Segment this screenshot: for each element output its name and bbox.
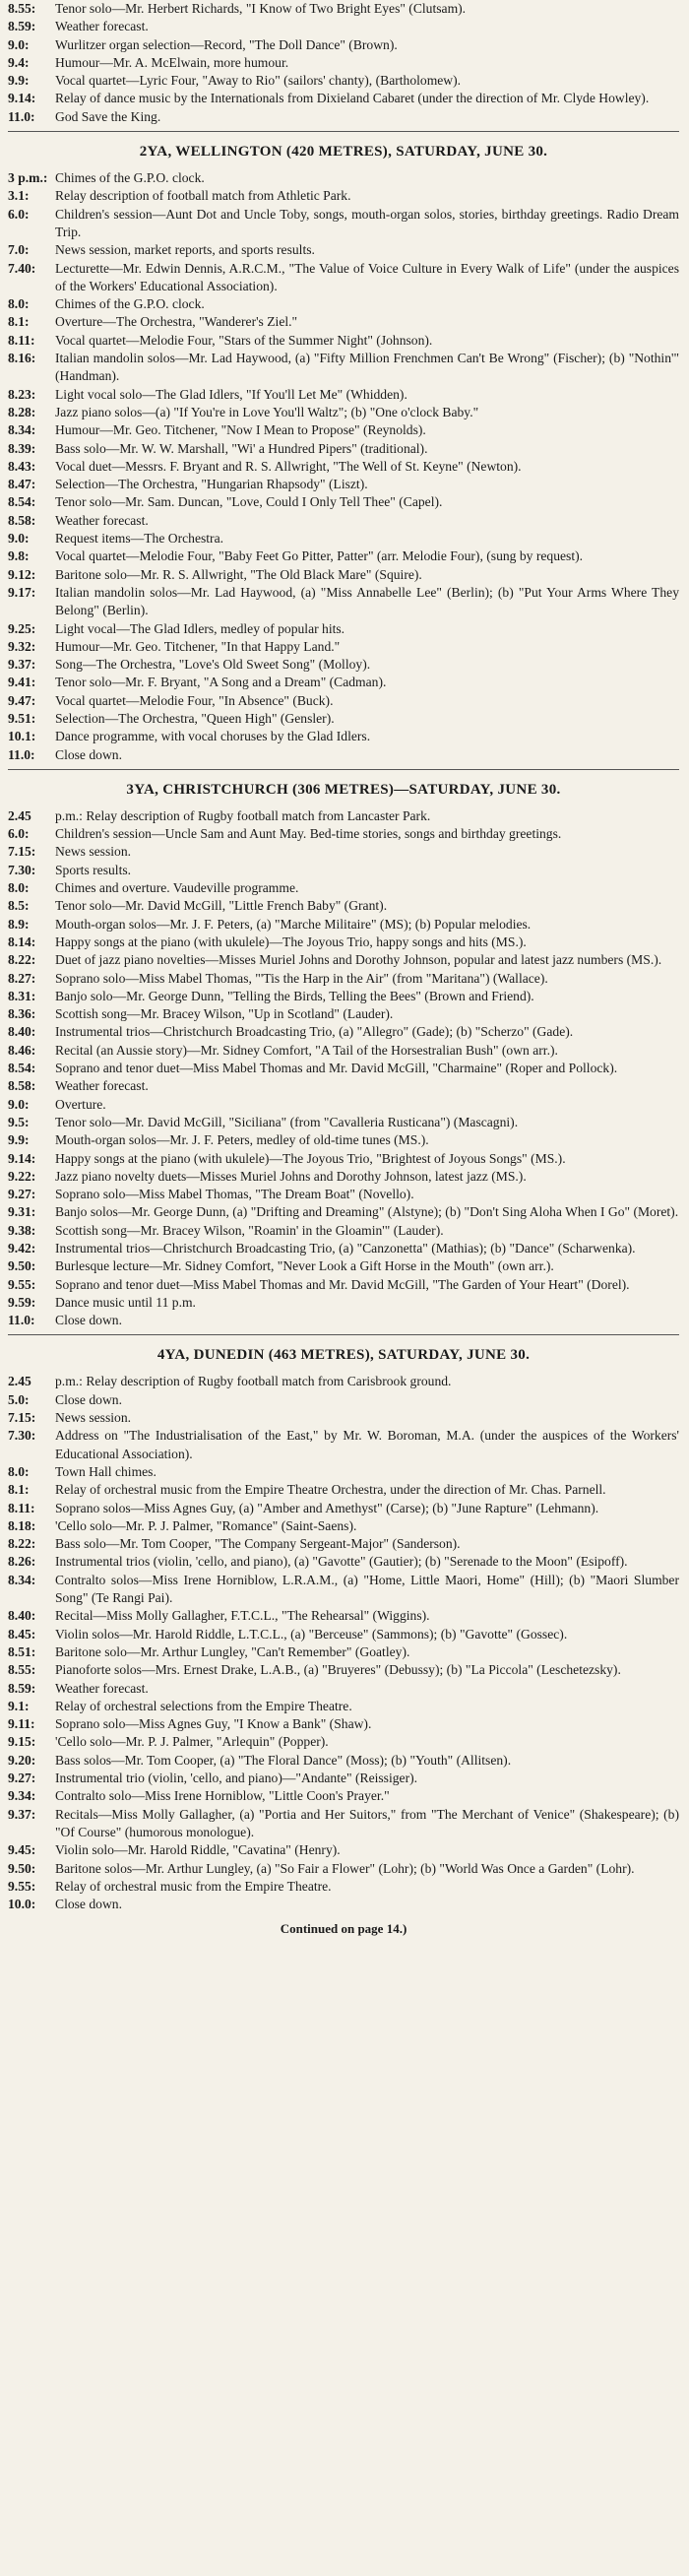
programme-entry [8, 1276, 679, 1294]
programme-entry [8, 421, 679, 439]
entry-time: 8.27: [8, 970, 36, 986]
entry-time: 8.40: [8, 1608, 36, 1624]
section-divider [8, 1334, 679, 1335]
programme-entry [8, 710, 679, 728]
entry-time: 8.0: [8, 296, 30, 312]
entry-text: Scottish song—Mr. Bracey Wilson, "Up in Scotland" (Lauder). [55, 1006, 394, 1022]
programme-entry [8, 108, 679, 126]
entry-time: 8.40: [8, 1024, 36, 1040]
programme-entry [8, 313, 679, 331]
entry-text: Close down. [55, 1897, 122, 1912]
entry-time: 8.34: [8, 1572, 36, 1587]
programme-entry [8, 295, 679, 313]
programme-entry [8, 1427, 679, 1463]
entry-text: Recital—Miss Molly Gallagher, F.T.C.L., "The Rehearsal" (Wiggins). [55, 1608, 430, 1624]
entry-text: Vocal duet—Messrs. F. Bryant and R. S. Allwright, "The Well of St. Keyne" (Newton). [55, 458, 522, 474]
entry-text: Lecturette—Mr. Edwin Dennis, A.R.C.M., "The Value of Voice Culture in Every Walk of Life" (under the auspices of the Workers' Educational Association). [55, 260, 679, 293]
programme-entry [8, 90, 679, 107]
programme-entry [8, 1023, 679, 1041]
entry-text: Instrumental trios—Christchurch Broadcasting Trio, (a) "Allegro" (Gade); (b) "Scherzo" (Gade). [55, 1024, 574, 1040]
entry-text: Mouth-organ solos—Mr. J. F. Peters, medley of old-time tunes (MS.). [55, 1132, 429, 1148]
entry-time: 9.0: [8, 1096, 30, 1112]
entry-text: Address on "The Industrialisation of the East," by Mr. W. Boroman, M.A. (under the auspices of the Workers' Educational Association). [55, 1428, 679, 1461]
programme-entry [8, 1626, 679, 1643]
entry-time: 8.0: [8, 880, 30, 896]
programme-entry [8, 1005, 679, 1023]
programme-entry [8, 1168, 679, 1186]
programme-entry [8, 1409, 679, 1427]
entry-text: Close down. [55, 746, 122, 762]
programme-entry [8, 1752, 679, 1770]
programme-entry [8, 988, 679, 1005]
entry-time: 8.26: [8, 1554, 36, 1570]
entry-text: Humour—Mr. A. McElwain, more humour. [55, 54, 289, 70]
programme-entry [8, 1553, 679, 1571]
entry-time: 7.30: [8, 862, 36, 877]
programme-entry [8, 1131, 679, 1149]
entry-text: News session, market reports, and sports results. [55, 242, 315, 258]
programme-entry [8, 241, 679, 259]
programme-section [8, 1334, 679, 1913]
programme-entry [8, 332, 679, 350]
entry-text: Selection—The Orchestra, "Queen High" (Gensler). [55, 710, 335, 726]
entry-time: 9.50: [8, 1860, 36, 1876]
entry-text: p.m.: Relay description of Rugby football match from Carisbrook ground. [55, 1374, 452, 1389]
entry-time: 9.8: [8, 548, 30, 564]
entry-text: Vocal quartet—Lyric Four, "Away to Rio" (sailors' chanty), (Bartholomew). [55, 73, 462, 89]
entry-text: Duet of jazz piano novelties—Misses Muriel Johns and Dorothy Johnson, popular and latest jazz numbers (MS.). [55, 952, 662, 968]
entry-time: 10.1: [8, 729, 36, 744]
entry-text: Instrumental trios (violin, 'cello, and piano), (a) "Gavotte" (Gautier); (b) "Serenade to the Moon" (Esipoff). [55, 1554, 628, 1570]
programme-entry [8, 1787, 679, 1805]
entry-text: Instrumental trios—Christchurch Broadcasting Trio, (a) "Canzonetta" (Mathias); (b) "Dance" (Scharwenka). [55, 1241, 636, 1256]
entry-time: 9.51: [8, 710, 36, 726]
entry-time: 9.9: [8, 1132, 30, 1148]
entry-time: 7.15: [8, 1410, 36, 1426]
entry-time: 8.14: [8, 934, 36, 949]
programme-entry [8, 72, 679, 90]
programme-entry [8, 404, 679, 421]
entry-time: 9.31: [8, 1204, 36, 1220]
programme-entry [8, 547, 679, 565]
entry-time: 9.22: [8, 1168, 36, 1184]
entry-time: 8.54: [8, 1061, 36, 1076]
station-heading: 2YA, WELLINGTON (420 METRES), SATURDAY, JUNE 30. [139, 144, 548, 161]
programme-entry [8, 206, 679, 242]
entry-text: Baritone solo—Mr. R. S. Allwright, "The Old Black Mare" (Squire). [55, 566, 422, 582]
entry-time: 9.55: [8, 1878, 36, 1894]
entry-text: Children's session—Aunt Dot and Uncle Toby, songs, mouth-organ solos, stories, birthday greetings. Radio Dream Trip. [55, 206, 679, 239]
programme-entry [8, 584, 679, 620]
station-heading: 3YA, CHRISTCHURCH (306 METRES)—SATURDAY, JUNE 30. [126, 781, 561, 798]
entry-text: Baritone solo—Mr. Arthur Lungley, "Can't Remember" (Goatley). [55, 1643, 410, 1659]
entry-text: Recital (an Aussie story)—Mr. Sidney Comfort, "A Tail of the Horsestralian Bush" (own arr.). [55, 1042, 558, 1058]
programme-entry [8, 350, 679, 386]
entry-time: 9.12: [8, 566, 36, 582]
entry-time: 8.46: [8, 1042, 36, 1058]
entry-time: 9.59: [8, 1294, 36, 1310]
programme-entry [8, 1096, 679, 1114]
programme-entry [8, 1077, 679, 1095]
entry-text: Happy songs at the piano (with ukulele)—The Joyous Trio, happy songs and hits (MS.). [55, 934, 527, 949]
entry-text: Pianoforte solos—Mrs. Ernest Drake, L.A.B., (a) "Bruyeres" (Debussy); (b) "La Piccola" (Leschetezsky). [55, 1662, 621, 1678]
entry-text: Children's session—Uncle Sam and Aunt May. Bed-time stories, songs and birthday greetings. [55, 826, 562, 842]
entry-time: 7.0: [8, 242, 30, 258]
entry-text: 'Cello solo—Mr. P. J. Palmer, "Arlequin" (Popper). [55, 1734, 329, 1750]
entry-text: Chimes and overture. Vaudeville programme. [55, 880, 299, 896]
programme-entry [8, 440, 679, 458]
entry-time: 9.50: [8, 1258, 36, 1274]
entry-time: 9.34: [8, 1788, 36, 1804]
entry-text: Dance programme, with vocal choruses by the Glad Idlers. [55, 729, 371, 744]
entry-text: Tenor solo—Mr. F. Bryant, "A Song and a Dream" (Cadman). [55, 675, 387, 690]
entry-text: Banjo solo—Mr. George Dunn, "Telling the Birds, Telling the Bees" (Brown and Friend). [55, 988, 534, 1003]
entry-time: 9.27: [8, 1771, 36, 1786]
entry-time: 8.58: [8, 512, 36, 528]
programme-entry [8, 1715, 679, 1733]
entry-time: 7.15: [8, 844, 36, 860]
entry-time: 8.9: [8, 916, 30, 932]
entry-text: Weather forecast. [55, 19, 149, 34]
entry-time: 9.38: [8, 1222, 36, 1238]
entry-time: 7.40: [8, 260, 36, 276]
programme-entry [8, 916, 679, 934]
entry-text: 'Cello solo—Mr. P. J. Palmer, "Romance" (Saint-Saens). [55, 1517, 357, 1533]
entry-text: Weather forecast. [55, 1078, 149, 1094]
entry-text: Instrumental trio (violin, 'cello, and piano)—"Andante" (Reissiger). [55, 1771, 418, 1786]
entry-time: 9.17: [8, 584, 36, 600]
programme-entry [8, 1294, 679, 1312]
entry-time: 9.25: [8, 620, 36, 636]
programme-entry [8, 1535, 679, 1553]
programme-entry [8, 970, 679, 988]
programme-entry [8, 728, 679, 745]
programme-entry [8, 1060, 679, 1077]
programme-entry [8, 187, 679, 205]
programme-entry [8, 951, 679, 969]
entry-time: 9.47: [8, 692, 36, 708]
entry-time: 9.4: [8, 54, 30, 70]
entry-text: Soprano solos—Miss Agnes Guy, (a) "Amber and Amethyst" (Carse); (b) "June Rapture" (Lehmann). [55, 1500, 599, 1515]
programme-entry [8, 1680, 679, 1698]
programme-entry [8, 1114, 679, 1131]
entry-time: 8.16: [8, 351, 36, 366]
programme-section [8, 131, 679, 764]
entry-time: 9.45: [8, 1842, 36, 1858]
programme-entry [8, 674, 679, 691]
entry-text: Relay of orchestral music from the Empire Theatre Orchestra, under the direction of Mr. Chas. Parnell. [55, 1482, 606, 1498]
entry-text: Bass solo—Mr. W. W. Marshall, "Wi' a Hundred Pipers" (traditional). [55, 440, 428, 456]
programme-entry [8, 458, 679, 476]
entry-text: Jazz piano novelty duets—Misses Muriel Johns and Dorothy Johnson, latest jazz (MS.). [55, 1168, 527, 1184]
entry-text: Soprano solo—Miss Mabel Thomas, "'Tis the Harp in the Air" (from "Maritana") (Wallace). [55, 970, 548, 986]
entry-text: Relay of orchestral selections from the Empire Theatre. [55, 1698, 352, 1713]
station-heading: 4YA, DUNEDIN (463 METRES), SATURDAY, JUNE 30. [157, 1347, 531, 1364]
entry-time: 8.23: [8, 386, 36, 402]
programme-entry [8, 512, 679, 530]
entry-time: 9.0: [8, 531, 30, 547]
entry-time: 8.59: [8, 1680, 36, 1696]
entry-time: 11.0: [8, 746, 35, 762]
programme-entry [8, 934, 679, 951]
programme-entry [8, 1896, 679, 1913]
programme-entry [8, 1463, 679, 1481]
programme-entry [8, 1517, 679, 1535]
entry-text: Wurlitzer organ selection—Record, "The Doll Dance" (Brown). [55, 36, 398, 52]
programme-entry [8, 1698, 679, 1715]
entry-text: Tenor solo—Mr. Herbert Richards, "I Know of Two Bright Eyes" (Clutsam). [55, 1, 467, 16]
programme-entry [8, 1391, 679, 1409]
entry-time: 8.11: [8, 1500, 35, 1515]
entry-time: 9.11: [8, 1716, 35, 1732]
section-divider [8, 769, 679, 770]
entry-text: Weather forecast. [55, 1680, 149, 1696]
entry-time: 9.55: [8, 1276, 36, 1292]
entry-text: Bass solos—Mr. Tom Cooper, (a) "The Floral Dance" (Moss); (b) "Youth" (Allitsen). [55, 1752, 512, 1768]
entry-time: 9.27: [8, 1187, 36, 1202]
programme-entry [8, 1661, 679, 1679]
entry-text: News session. [55, 1410, 132, 1426]
entry-text: Close down. [55, 1391, 122, 1407]
programme-entry [8, 656, 679, 674]
entry-text: Happy songs at the piano (with ukulele)—The Joyous Trio, "Brightest of Joyous Songs" (MS.). [55, 1150, 566, 1166]
entry-text: Vocal quartet—Melodie Four, "Stars of the Summer Night" (Johnson). [55, 332, 433, 348]
programme-entry [8, 54, 679, 72]
programme-entry [8, 18, 679, 35]
entry-text: News session. [55, 844, 132, 860]
section-divider [8, 131, 679, 132]
entry-text: Scottish song—Mr. Bracey Wilson, "Roamin' in the Gloamin'" (Lauder). [55, 1222, 444, 1238]
entry-text: Town Hall chimes. [55, 1463, 157, 1479]
entry-text: Baritone solos—Mr. Arthur Lungley, (a) "So Fair a Flower" (Lohr); (b) "World Was Once a Garden" (Lohr). [55, 1860, 635, 1876]
programme-entry [8, 1500, 679, 1517]
entry-text: God Save the King. [55, 108, 161, 124]
entry-text: Light vocal—The Glad Idlers, medley of popular hits. [55, 620, 345, 636]
entry-text: Relay of orchestral music from the Empire Theatre. [55, 1878, 332, 1894]
programme-entry [8, 36, 679, 54]
entry-text: Recitals—Miss Molly Gallagher, (a) "Portia and Her Suitors," from "The Merchant of Venice" (Shakespeare); (b) "Of Course" (humorous monologue). [55, 1806, 679, 1839]
entry-text: Relay description of football match from Athletic Park. [55, 188, 351, 204]
entry-time: 9.9: [8, 73, 30, 89]
entry-text: Close down. [55, 1313, 122, 1328]
entry-time: 8.0: [8, 1463, 30, 1479]
programme-entry [8, 879, 679, 897]
entry-time: 8.58: [8, 1078, 36, 1094]
entry-text: Light vocal solo—The Glad Idlers, "If You'll Let Me" (Whidden). [55, 386, 407, 402]
programme-entry [8, 0, 679, 18]
programme-entry [8, 386, 679, 404]
entry-time: 3 p.m.: [8, 170, 48, 186]
programme-entry [8, 1733, 679, 1751]
entry-text: Sports results. [55, 862, 132, 877]
entry-time: 8.55: [8, 1, 36, 16]
entry-text: Soprano solo—Miss Agnes Guy, "I Know a Bank" (Shaw). [55, 1716, 372, 1732]
entry-text: Vocal quartet—Melodie Four, "In Absence" (Buck). [55, 692, 334, 708]
entry-text: Burlesque lecture—Mr. Sidney Comfort, "Never Look a Gift Horse in the Mouth" (own arr.). [55, 1258, 554, 1274]
programme-entry [8, 1806, 679, 1842]
programme-entry [8, 692, 679, 710]
entry-time: 8.18: [8, 1517, 36, 1533]
entry-time: 6.0: [8, 826, 30, 842]
programme-entry [8, 1240, 679, 1257]
entry-time: 7.30: [8, 1428, 36, 1444]
entry-time: 9.14: [8, 91, 36, 106]
entry-text: Soprano solo—Miss Mabel Thomas, "The Dream Boat" (Novello). [55, 1187, 414, 1202]
programme-entry [8, 807, 679, 825]
entry-time: 2.45 [8, 807, 31, 823]
entry-text: Overture. [55, 1096, 106, 1112]
programme-entry [8, 260, 679, 296]
programme-entry [8, 746, 679, 764]
entry-text: Soprano and tenor duet—Miss Mabel Thomas and Mr. David McGill, "Charmaine" (Roper and Pollock). [55, 1061, 618, 1076]
entry-time: 8.1: [8, 314, 30, 330]
entry-text: Chimes of the G.P.O. clock. [55, 296, 205, 312]
programme-entry [8, 1373, 679, 1390]
entry-time: 6.0: [8, 206, 30, 222]
entry-text: p.m.: Relay description of Rugby football match from Lancaster Park. [55, 807, 431, 823]
entry-time: 5.0: [8, 1391, 30, 1407]
entry-time: 8.45: [8, 1626, 36, 1642]
entry-time: 8.1: [8, 1482, 30, 1498]
entry-time: 8.51: [8, 1643, 36, 1659]
entry-text: Banjo solos—Mr. George Dunn, (a) "Drifting and Dreaming" (Alstyne); (b) "Don't Sing Aloha When I Go" (Moret). [55, 1204, 679, 1220]
entry-time: 8.34: [8, 422, 36, 438]
entry-time: 9.15: [8, 1734, 36, 1750]
entry-text: Song—The Orchestra, "Love's Old Sweet Song" (Molloy). [55, 657, 371, 673]
entry-time: 8.39: [8, 440, 36, 456]
programme-entry [8, 1841, 679, 1859]
programme-entry [8, 1481, 679, 1499]
entry-time: 11.0: [8, 1313, 35, 1328]
entry-text: Soprano and tenor duet—Miss Mabel Thomas and Mr. David McGill, "The Garden of Your Heart" (Dorel). [55, 1276, 630, 1292]
programme-entry [8, 1222, 679, 1240]
entry-time: 11.0: [8, 108, 35, 124]
entry-text: Contralto solos—Miss Irene Horniblow, L.R.A.M., (a) "Home, Little Maori, Home" (Hill); (b) "Maori Slumber Song" (Te Rangi Pai). [55, 1572, 679, 1606]
entry-text: Bass solo—Mr. Tom Cooper, "The Company Sergeant-Major" (Sanderson). [55, 1536, 461, 1552]
programme-entry [8, 1257, 679, 1275]
entry-time: 8.59: [8, 19, 36, 34]
entry-text: Contralto solo—Miss Irene Horniblow, "Little Coon's Prayer." [55, 1788, 390, 1804]
entry-time: 3.1: [8, 188, 30, 204]
entry-text: Humour—Mr. Geo. Titchener, "Now I Mean to Propose" (Reynolds). [55, 422, 426, 438]
programme-entry [8, 638, 679, 656]
programme-entry [8, 1203, 679, 1221]
entry-time: 8.47: [8, 477, 36, 492]
programme-entry [8, 530, 679, 547]
entry-time: 8.31: [8, 988, 36, 1003]
entry-time: 8.11: [8, 332, 35, 348]
entry-time: 8.54: [8, 494, 36, 510]
entry-text: Tenor solo—Mr. Sam. Duncan, "Love, Could I Only Tell Thee" (Capel). [55, 494, 443, 510]
programme-entry [8, 493, 679, 511]
entry-time: 8.5: [8, 898, 30, 914]
programme-entry [8, 1607, 679, 1625]
programme-entry [8, 1643, 679, 1661]
programme-entry [8, 897, 679, 915]
programme-entry [8, 1186, 679, 1203]
programme-entry [8, 1878, 679, 1896]
entry-text: Overture—The Orchestra, "Wanderer's Ziel." [55, 314, 298, 330]
entry-time: 9.5: [8, 1114, 30, 1129]
entry-time: 8.22: [8, 952, 36, 968]
programme-entry [8, 1860, 679, 1878]
programme-entry [8, 1312, 679, 1329]
entry-text: Weather forecast. [55, 512, 149, 528]
entry-time: 9.37: [8, 657, 36, 673]
entry-time: 10.0: [8, 1897, 36, 1912]
entry-text: Chimes of the G.P.O. clock. [55, 170, 205, 186]
entry-text: Vocal quartet—Melodie Four, "Baby Feet Go Pitter, Patter" (arr. Melodie Four), (sung by request). [55, 548, 584, 564]
entry-time: 8.55: [8, 1662, 36, 1678]
entry-time: 8.43: [8, 458, 36, 474]
entry-text: Selection—The Orchestra, "Hungarian Rhapsody" (Liszt). [55, 477, 368, 492]
entry-time: 9.14: [8, 1150, 36, 1166]
entry-time: 9.20: [8, 1752, 36, 1768]
programme-entry [8, 1770, 679, 1787]
programme-entry [8, 566, 679, 584]
programme-entry [8, 1042, 679, 1060]
entry-time: 9.37: [8, 1806, 36, 1822]
continued-note: Continued on page 14.) [280, 1921, 407, 1937]
entry-text: Jazz piano solos—(a) "If You're in Love You'll Waltz"; (b) "One o'clock Baby." [55, 404, 479, 419]
entry-text: Italian mandolin solos—Mr. Lad Haywood, (a) "Miss Annabelle Lee" (Berlin); (b) "Put Your Arms Where They Belong" (Berlin). [55, 584, 679, 618]
entry-time: 9.32: [8, 638, 36, 654]
entry-text: Violin solo—Mr. Harold Riddle, "Cavatina" (Henry). [55, 1842, 341, 1858]
entry-time: 8.22: [8, 1536, 36, 1552]
entry-time: 9.0: [8, 36, 30, 52]
entry-text: Violin solos—Mr. Harold Riddle, L.T.C.L., (a) "Berceuse" (Sammons); (b) "Gavotte" (Gossec). [55, 1626, 568, 1642]
entry-time: 8.36: [8, 1006, 36, 1022]
programme-entry [8, 825, 679, 843]
entry-text: Humour—Mr. Geo. Titchener, "In that Happy Land." [55, 638, 341, 654]
entry-text: Italian mandolin solos—Mr. Lad Haywood, (a) "Fifty Million Frenchmen Can't Be Wrong" (Fischer); (b) "Nothin'" (Handman). [55, 351, 679, 384]
entry-text: Request items—The Orchestra. [55, 531, 224, 547]
entry-text: Mouth-organ solos—Mr. J. F. Peters, (a) "Marche Militaire" (MS); (b) Popular melodies. [55, 916, 532, 932]
entry-text: Tenor solo—Mr. David McGill, "Siciliana" (from "Cavalleria Rusticana") (Mascagni). [55, 1114, 519, 1129]
programme-entry [8, 843, 679, 861]
programme-entry [8, 169, 679, 187]
entry-text: Tenor solo—Mr. David McGill, "Little French Baby" (Grant). [55, 898, 388, 914]
entry-time: 9.42: [8, 1241, 36, 1256]
programme-section [8, 0, 679, 126]
entry-time: 9.1: [8, 1698, 30, 1713]
programme-entry [8, 1150, 679, 1168]
entry-time: 2.45 [8, 1374, 31, 1389]
entry-time: 9.41: [8, 675, 36, 690]
programme-section [8, 769, 679, 1330]
programme-entry [8, 862, 679, 879]
entry-text: Dance music until 11 p.m. [55, 1294, 196, 1310]
entry-time: 8.28: [8, 404, 36, 419]
programme-entry [8, 1572, 679, 1608]
programme-entry [8, 476, 679, 493]
entry-text: Relay of dance music by the Internationals from Dixieland Cabaret (under the direction of Mr. Clyde Howley). [55, 91, 650, 106]
programme-entry [8, 620, 679, 638]
